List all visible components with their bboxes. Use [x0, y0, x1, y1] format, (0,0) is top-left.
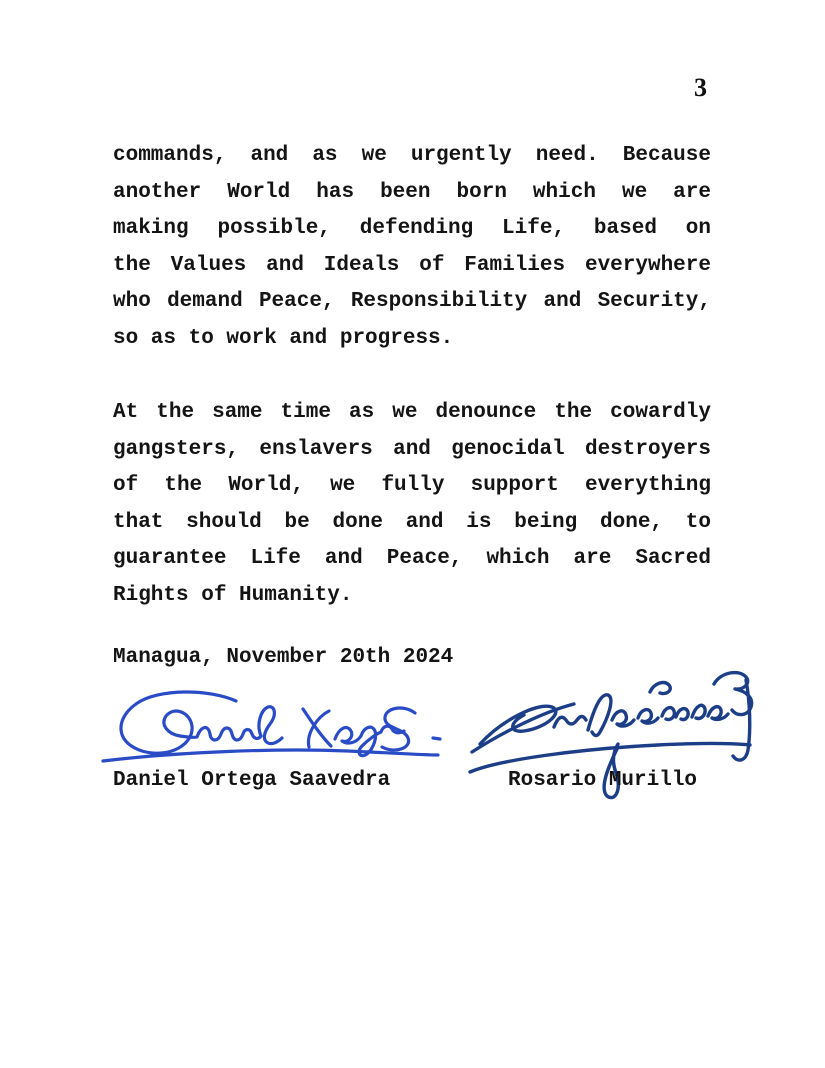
body-line: that should be done and is being done, to — [113, 510, 711, 534]
signature-stroke — [638, 710, 658, 724]
signature-stroke — [733, 680, 750, 760]
signature-stroke — [612, 711, 634, 726]
signature-stroke — [662, 708, 688, 720]
signature-stroke — [714, 673, 752, 715]
body-line: gangsters, enslavers and genocidal destroyers — [113, 437, 711, 461]
body-line: who demand Peace, Responsibility and Security, — [113, 290, 711, 313]
body-line: the Values and Ideals of Families everywhere — [113, 253, 711, 277]
signatory-name-daniel-ortega: Daniel Ortega Saavedra — [113, 769, 391, 792]
signatory-name-rosario-murillo: Rosario Murillo — [508, 769, 698, 792]
signature-stroke — [472, 704, 574, 752]
body-line: Rights of Humanity. — [113, 583, 353, 607]
body-line: commands, and as we urgently need. Because — [113, 144, 711, 167]
dateline: Managua, November 20th 2024 — [113, 646, 454, 669]
body-paragraph — [113, 138, 711, 357]
daniel-ortega-signature — [98, 676, 448, 776]
signature-stroke — [480, 706, 556, 744]
signature-stroke — [692, 705, 728, 719]
signature-stroke — [335, 726, 404, 756]
body-line: guarantee Life and Peace, which are Sacred — [113, 547, 711, 570]
body-paragraph — [113, 395, 711, 614]
signature-stroke — [121, 692, 282, 753]
signature-stroke — [382, 708, 415, 750]
signature-stroke — [554, 717, 586, 728]
signature-stroke — [309, 711, 329, 747]
signature-underline — [103, 750, 438, 761]
signature-stroke — [650, 683, 670, 694]
signature-stroke — [303, 709, 331, 746]
body-line: another World has been born which we are — [113, 180, 711, 204]
body-line: making possible, defending Life, based on — [113, 217, 711, 240]
signature-stroke — [433, 738, 440, 739]
page-number: 3 — [694, 73, 707, 102]
body-line: At the same time as we denounce the cowardly — [113, 401, 711, 424]
signature-stroke — [588, 695, 611, 736]
body-line: so as to work and progress. — [113, 326, 454, 350]
body-line: of the World, we fully support everything — [113, 474, 711, 497]
